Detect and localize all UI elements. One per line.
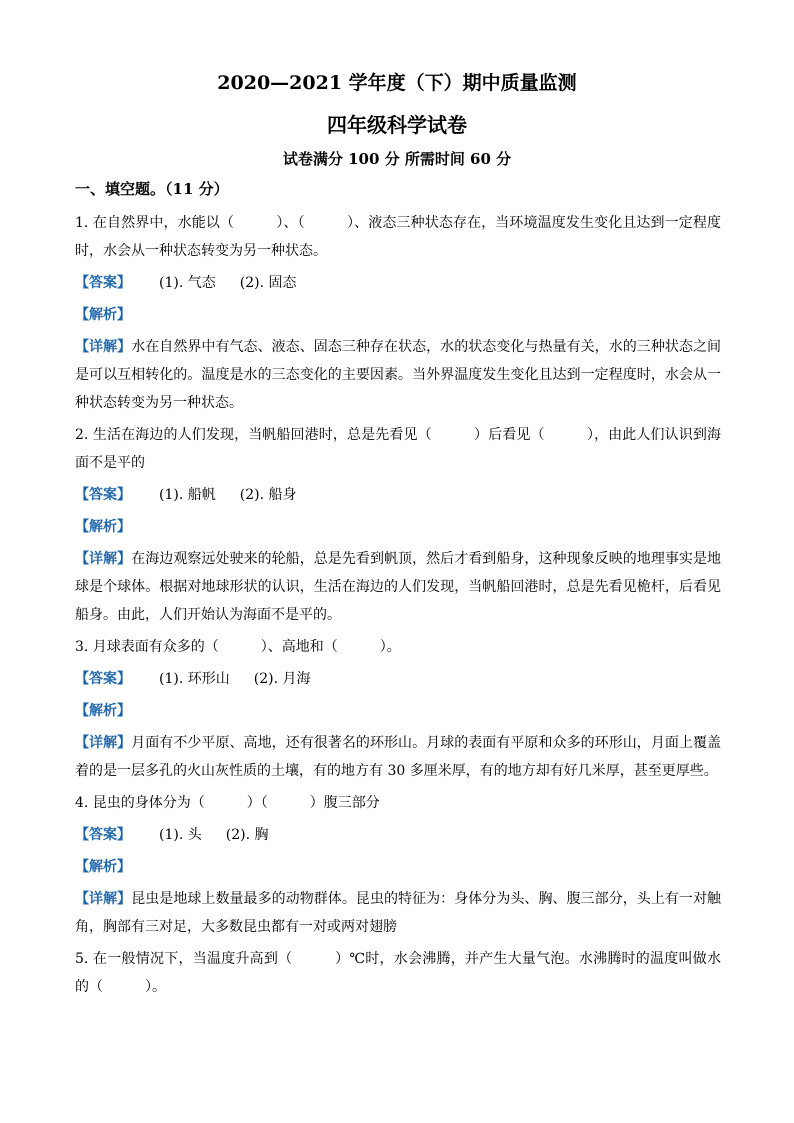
answer-value: (2). 固态 [239, 275, 297, 291]
answer-value: (2). 月海 [253, 671, 311, 687]
question-5: 5. 在一般情况下，当温度升高到（ ）℃时，水会沸腾，并产生大量气泡。水沸腾时的温度叫做水的（ ）。 [75, 951, 721, 995]
exam-subtitle: 四年级科学试卷 [327, 113, 467, 137]
answer-row-4 [75, 821, 721, 849]
analysis-row-3 [75, 697, 721, 725]
answer-value: (2). 船身 [239, 487, 297, 503]
question-1: 1. 在自然界中，水能以（ ）、（ ）、液态三种状态存在，当环境温度发生变化且达到一定程度时，水会从一种状态转变为另一种状态。 [75, 215, 721, 259]
detail-3 [75, 729, 721, 785]
analysis-row-1 [75, 301, 721, 329]
detail-text: 在海边观察远处驶来的轮船，总是先看到帆顶，然后才看到船身，这种现象反映的地理事实是地球是个球体。根据对地球形状的认识，生活在海边的人们发现，当帆船回港时，总是先看见桅杆，后看见船身。由此，人们开始认为海面不是平的。 [75, 551, 722, 623]
analysis-label: 【解析】 [75, 703, 131, 719]
answer-value: (1). 气态 [159, 275, 216, 291]
answer-value: (1). 船帆 [159, 487, 216, 503]
answer-row-1 [75, 269, 721, 297]
section-title: 一、填空题。（11 分） [75, 180, 229, 198]
detail-label: 【详解】 [75, 735, 132, 751]
detail-label: 【详解】 [75, 891, 132, 907]
answer-value: (2). 胸 [225, 827, 269, 843]
detail-4 [75, 885, 721, 941]
detail-text: 水在自然界中有气态、液态、固态三种存在状态，水的状态变化与热量有关，水的三种状态之间是可以互相转化的。温度是水的三态变化的主要因素。当外界温度发生变化且达到一定程度时，水会从一种状态转变为另一种状态。 [75, 339, 722, 411]
analysis-label: 【解析】 [75, 307, 131, 323]
question-4: 4. 昆虫的身体分为（ ）（ ）腹三部分 [75, 795, 380, 811]
analysis-row-2 [75, 513, 721, 541]
detail-2 [75, 545, 721, 629]
detail-label: 【详解】 [75, 339, 132, 355]
detail-text: 昆虫是地球上数量最多的动物群体。昆虫的特征为：身体分为头、胸、腹三部分，头上有一对触角，胸部有三对足，大多数昆虫都有一对或两对翅膀 [75, 891, 722, 935]
detail-1 [75, 333, 721, 417]
answer-label: 【答案】 [75, 827, 131, 843]
analysis-label: 【解析】 [75, 859, 131, 875]
answer-row-3 [75, 665, 721, 693]
exam-title: 2020—2021 学年度（下）期中质量监测 [217, 72, 577, 94]
answer-value: (1). 头 [159, 827, 202, 843]
answer-value: (1). 环形山 [159, 671, 230, 687]
question-2: 2. 生活在海边的人们发现，当帆船回港时，总是先看见（ ）后看见（ ），由此人们认识到海面不是平的 [75, 427, 721, 471]
detail-text: 月面有不少平原、高地，还有很著名的环形山。月球的表面有平原和众多的环形山，月面上覆盖着的是一层多孔的火山灰性质的土壤，有的地方有 30 多厘米厚，有的地方却有好几米厚，甚至更厚些。 [75, 735, 722, 779]
answer-row-2 [75, 481, 721, 509]
questions-list [75, 209, 721, 1005]
answer-label: 【答案】 [75, 487, 131, 503]
analysis-row-4 [75, 853, 721, 881]
answer-label: 【答案】 [75, 671, 131, 687]
question-3: 3. 月球表面有众多的（ ）、高地和（ ）。 [75, 639, 401, 655]
exam-meta: 试卷满分 100 分 所需时间 60 分 [282, 150, 512, 168]
detail-label: 【详解】 [75, 551, 132, 567]
analysis-label: 【解析】 [75, 519, 131, 535]
answer-label: 【答案】 [75, 275, 131, 291]
